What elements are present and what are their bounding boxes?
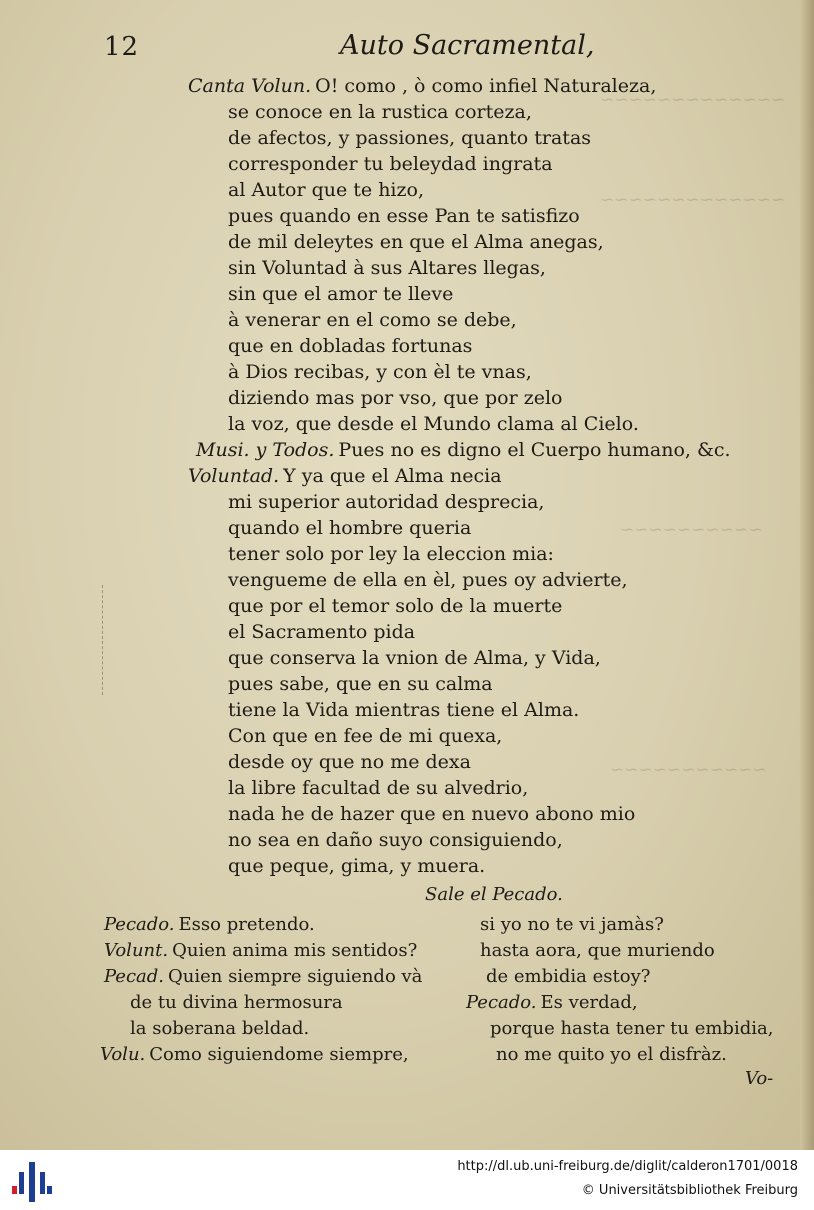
show-through-text: ~~~~~~~~~~~	[610, 760, 767, 780]
speaker-label: Canta Volun.	[188, 75, 312, 97]
source-link[interactable]: http://dl.ub.uni-freiburg.de/diglit/calderon1701/0018	[457, 1159, 798, 1174]
speaker-label: Volu.	[100, 1044, 146, 1065]
copyright-notice: © Universitätsbibliothek Freiburg	[581, 1183, 798, 1198]
speaker-label: Volunt.	[104, 940, 169, 961]
verse-line: Con que en fee de mi quexa,	[228, 725, 503, 747]
verse-line: mi superior autoridad desprecia,	[228, 491, 545, 513]
page-number: 12	[104, 32, 140, 62]
verse-line: sin que el amor te lleve	[228, 283, 454, 305]
verse-line: tiene la Vida mientras tiene el Alma.	[228, 699, 580, 721]
stage-direction: Sale el Pecado.	[425, 884, 563, 905]
verse-line: desde oy que no me dexa	[228, 751, 471, 773]
dialogue-text: Como siguiendome siempre,	[149, 1044, 409, 1065]
dialogue-text: Quien anima mis sentidos?	[172, 940, 418, 961]
show-through-text: ~~~~~~~~~~~~~	[600, 90, 786, 110]
speaker-label: Pecado.	[466, 992, 537, 1013]
speaker-label: Voluntad.	[188, 465, 280, 487]
verse-line: la voz, que desde el Mundo clama al Cielo.	[228, 413, 639, 435]
verse-line: que por el temor solo de la muerte	[228, 595, 563, 617]
dialogue-text: Esso pretendo.	[178, 914, 315, 935]
dialogue-line-left	[100, 1044, 409, 1065]
margin-mark	[102, 585, 104, 695]
dialogue-text: Quien siempre siguiendo và	[168, 966, 423, 987]
dialogue-line-right: hasta aora, que muriendo	[480, 940, 715, 961]
dialogue-line-left: la soberana beldad.	[130, 1018, 310, 1039]
verse-line: sin Voluntad à sus Altares llegas,	[228, 257, 546, 279]
show-through-text: ~~~~~~~~~~~~~	[600, 190, 786, 210]
verse-line: no sea en daño suyo consiguiendo,	[228, 829, 563, 851]
verse-line: nada he de hazer que en nuevo abono mio	[228, 803, 636, 825]
verse-line: à Dios recibas, y con èl te vnas,	[228, 361, 532, 383]
verse-line: à venerar en el como se debe,	[228, 309, 517, 331]
verse-line: al Autor que te hizo,	[228, 179, 425, 201]
dialogue-line-left	[104, 940, 417, 961]
verse-line: que peque, gima, y muera.	[228, 855, 486, 877]
catchword: Vo-	[745, 1068, 774, 1089]
dialogue-line-right: no me quito yo el disfràz.	[496, 1044, 727, 1065]
dialogue-line-left: de tu divina hermosura	[130, 992, 343, 1013]
dialogue-line-left	[104, 914, 315, 935]
running-head: Auto Sacramental,	[340, 30, 595, 61]
dialogue-line-left	[104, 966, 422, 987]
verse-line: tener solo por ley la eleccion mia:	[228, 543, 554, 565]
verse-line: venguemе de ella en èl, pues oy advierte,	[228, 569, 628, 591]
verse-line: Pues no es digno el Cuerpo humano, &c.	[338, 439, 731, 461]
verse-line: la libre facultad de su alvedrio,	[228, 777, 529, 799]
university-logo-icon	[10, 1160, 54, 1204]
verse-line: pues sabe, que en su calma	[228, 673, 493, 695]
speaker-line	[188, 465, 502, 487]
speaker-label: Pecado.	[104, 914, 175, 935]
dialogue-line-right: si yo no te vi jamàs?	[480, 914, 664, 935]
verse-line: Y ya que el Alma necia	[283, 465, 502, 487]
speaker-line	[196, 439, 731, 461]
viewer-footer	[0, 1150, 814, 1210]
verse-line: que conserva la vnion de Alma, y Vida,	[228, 647, 601, 669]
verse-line: que en dobladas fortunas	[228, 335, 473, 357]
page-edge-shadow	[800, 0, 814, 1150]
dialogue-line-right: porque hasta tener tu embidia,	[490, 1018, 774, 1039]
speaker-line	[188, 75, 656, 97]
verse-line: se conoce en la rustica corteza,	[228, 101, 532, 123]
verse-line: el Sacramento pida	[228, 621, 416, 643]
verse-line: diziendo mas por vso, que por zelo	[228, 387, 563, 409]
verse-line: de mil deleytes en que el Alma anegas,	[228, 231, 604, 253]
verse-line: de afectos, y passiones, quanto tratas	[228, 127, 592, 149]
verse-line: quando el hombre queria	[228, 517, 472, 539]
dialogue-text: Es verdad,	[540, 992, 638, 1013]
verse-line: pues quando en esse Pan te satisfizo	[228, 205, 580, 227]
dialogue-line-right: de embidia estoy?	[486, 966, 651, 987]
speaker-label: Musi. y Todos.	[196, 439, 335, 461]
verse-line: O! como , ò como infiel Naturaleza,	[315, 75, 657, 97]
speaker-label: Pecad.	[104, 966, 165, 987]
dialogue-line-right	[466, 992, 638, 1013]
verse-line: corresponder tu beleydad ingrata	[228, 153, 553, 175]
show-through-text: ~~~~~~~~~~	[620, 520, 763, 540]
